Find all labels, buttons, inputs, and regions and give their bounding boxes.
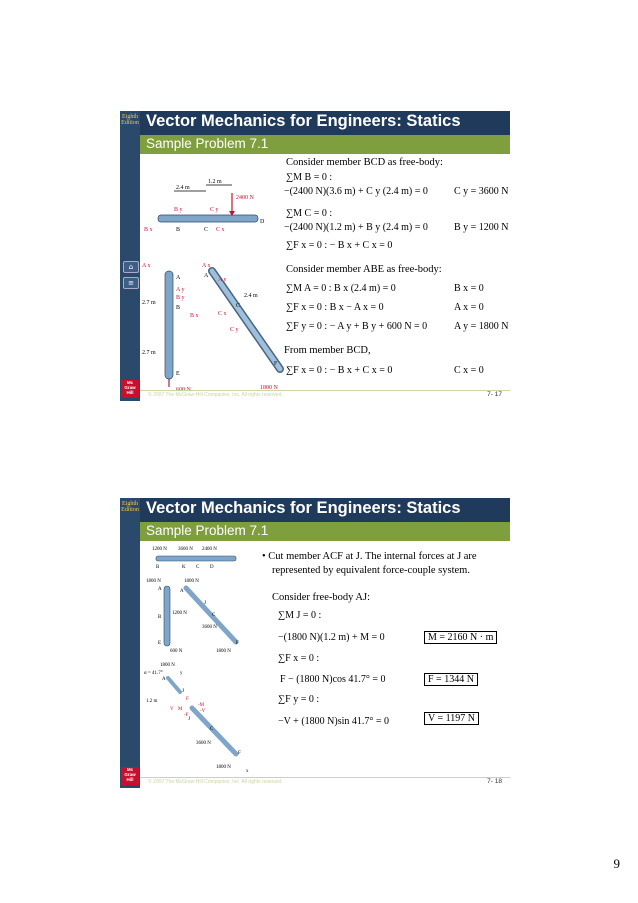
slide-subtitle: Sample Problem 7.1	[146, 523, 269, 538]
dim-12-label: 1.2 m	[208, 179, 222, 185]
slide-number: 7- 18	[487, 778, 502, 785]
eq-mj-expr: −(1800 N)(1.2 m) + M = 0	[278, 632, 385, 643]
ay-label: A y	[176, 287, 185, 293]
eq-fx: ∑F x = 0 : − B x + C x = 0	[286, 240, 393, 251]
b2-label: B	[176, 305, 181, 311]
load-2400-label: 2400 N	[236, 195, 254, 201]
eq-fx-expr: F − (1800 N)cos 41.7° = 0	[280, 674, 386, 685]
bx-label: B x	[144, 227, 153, 233]
result-bx: B x = 0	[454, 283, 484, 294]
cut-member-figure	[144, 542, 254, 778]
j3-label: J	[188, 717, 190, 722]
k-label: K	[182, 565, 186, 570]
eq-fy: ∑F y = 0 : − A y + B y + 600 N = 0	[286, 321, 428, 332]
dim-27b-label: 2.7 m	[142, 350, 156, 356]
t1800b-label: 1800 N	[184, 579, 199, 584]
member-abe-small	[164, 586, 170, 646]
d-label: D	[210, 565, 214, 570]
m-label: M	[178, 707, 183, 712]
bcd-free-body-figure	[144, 173, 274, 235]
result-m: M = 2160 N · m	[424, 631, 497, 644]
t1800a-label: 1800 N	[146, 579, 161, 584]
result-v: V = 1197 N	[424, 712, 479, 725]
member-bcd	[158, 215, 258, 222]
slide-title: Vector Mechanics for Engineers: Statics	[146, 499, 461, 517]
j-label: J	[204, 601, 206, 606]
f-label: F	[236, 641, 239, 646]
member-jf	[192, 708, 236, 754]
subtitle-bar	[140, 522, 510, 541]
bx2-label: B x	[190, 313, 199, 319]
slide-subtitle: Sample Problem 7.1	[146, 136, 269, 151]
eq-mj: ∑M J = 0 :	[278, 610, 322, 621]
text-abe: Consider member ABE as free-body:	[286, 264, 442, 275]
side-strip	[120, 498, 140, 788]
cy-label: C y	[210, 207, 219, 213]
c-label: C	[196, 565, 200, 570]
e-label: E	[158, 641, 162, 646]
by-label: B y	[174, 207, 183, 213]
eq-mc-expr: −(2400 N)(1.2 m) + B y (2.4 m) = 0	[284, 222, 428, 233]
v-label: V	[170, 707, 174, 712]
b-label: B	[176, 227, 181, 233]
result-by: B y = 1200 N	[454, 222, 509, 233]
title-bar	[140, 498, 510, 522]
a-label: A	[176, 275, 181, 281]
contents-icon: ≡	[123, 277, 139, 289]
publisher-logo: Mc Graw Hill	[121, 380, 139, 398]
member-acf-small	[186, 588, 236, 642]
a-label: A	[158, 587, 162, 592]
dim-24b-label: 2.4 m	[244, 293, 258, 299]
title-bar	[140, 111, 510, 135]
eq-fy-expr: −V + (1800 N)sin 41.7° = 0	[278, 716, 390, 727]
c2-label: C	[236, 303, 241, 309]
alpha-label: α = 41.7°	[144, 671, 163, 676]
f-force-label: F	[186, 697, 189, 702]
edition-label: Eighth Edition	[121, 114, 139, 126]
abe-acf-figure	[142, 259, 292, 394]
result-ax: A x = 0	[454, 302, 484, 313]
result-cx: C x = 0	[454, 365, 484, 376]
cy2-label: C y	[230, 327, 239, 333]
slide-7-17	[120, 111, 510, 401]
eq-mb-expr: −(2400 N)(3.6 m) + C y (2.4 m) = 0	[284, 186, 428, 197]
b2-label: B	[158, 615, 162, 620]
result-ay: A y = 1800 N	[454, 321, 509, 332]
edition-label: Eighth Edition	[121, 501, 139, 513]
eq-mc: ∑M C = 0 :	[286, 208, 333, 219]
t1200b-label: 1200 N	[172, 611, 187, 616]
cx2-label: C x	[218, 311, 227, 317]
ax-label: A x	[142, 263, 151, 269]
text-from: From member BCD,	[284, 345, 371, 356]
t1800e-label: 1800 N	[216, 765, 231, 770]
a3-label: A	[162, 677, 166, 682]
t3600-label: 3600 N	[178, 547, 193, 552]
publisher-logo: Mc Graw Hill	[121, 767, 139, 785]
slide-title: Vector Mechanics for Engineers: Statics	[146, 112, 461, 130]
f3-label: F	[238, 751, 241, 756]
load-1800-label: 1800 N	[260, 385, 278, 391]
ax2-label: A x	[202, 263, 211, 269]
t1200-label: 1200 N	[152, 547, 167, 552]
slide-footer	[140, 777, 510, 788]
text-bcd: Consider member BCD as free-body:	[286, 157, 443, 168]
dim-27a-label: 2.7 m	[142, 300, 156, 306]
bullet-cut: • Cut member ACF at J. The internal forces at J are	[262, 551, 477, 562]
text-aj: Consider free-body AJ:	[272, 592, 370, 603]
x-axis-label: x	[246, 769, 249, 774]
slide-7-18	[120, 498, 510, 788]
member-acf-highlight	[212, 271, 280, 369]
result-cy: C y = 3600 N	[454, 186, 509, 197]
slide-footer	[140, 390, 510, 401]
dim-24-label: 2.4 m	[176, 185, 190, 191]
eq-ma: ∑M A = 0 : B x (2.4 m) = 0	[286, 283, 396, 294]
minus-f-label: -F	[184, 713, 189, 718]
member-abe	[165, 271, 173, 379]
t1800d-label: 1800 N	[160, 663, 175, 668]
eq-fx3: ∑F x = 0 : − B x + C x = 0	[286, 365, 393, 376]
t3600b-label: 3600 N	[202, 625, 217, 630]
y-axis-label: y	[180, 671, 183, 676]
c3-label: C	[210, 727, 214, 732]
e-label: E	[176, 371, 180, 377]
page-number: 9	[613, 856, 620, 871]
by2-label: B y	[176, 295, 185, 301]
t2400-label: 2400 N	[202, 547, 217, 552]
slide-number: 7- 17	[487, 391, 502, 398]
c2-label: C	[212, 613, 216, 618]
t600-label: 600 N	[170, 649, 183, 654]
cx-label: C x	[216, 227, 225, 233]
minus-v-label: -V	[200, 709, 206, 714]
minus-m-label: -M	[198, 703, 205, 708]
member-aj	[168, 678, 180, 692]
t1800c-label: 1800 N	[216, 649, 231, 654]
c-label: C	[204, 227, 209, 233]
copyright: © 2007 The McGraw-Hill Companies, Inc. All rights reserved.	[148, 392, 283, 398]
home-icon: ⌂	[123, 261, 139, 273]
copyright: © 2007 The McGraw-Hill Companies, Inc. All rights reserved.	[148, 779, 283, 785]
a2-label: A	[204, 273, 209, 279]
f-label: F	[274, 361, 278, 367]
result-f: F = 1344 N	[424, 673, 478, 686]
b-label: B	[156, 565, 160, 570]
t3600c-label: 3600 N	[196, 741, 211, 746]
ay2-label: A y	[218, 277, 227, 283]
eq-mb: ∑M B = 0 :	[286, 172, 333, 183]
side-strip	[120, 111, 140, 401]
j2-label: J	[182, 689, 184, 694]
eq-fy: ∑F y = 0 :	[278, 694, 320, 705]
subtitle-bar	[140, 135, 510, 154]
d-label: D	[260, 219, 265, 225]
eq-fx: ∑F x = 0 :	[278, 653, 320, 664]
bullet-cut-cont: represented by equivalent force-couple system.	[272, 565, 470, 576]
member-bcd-small	[156, 556, 236, 561]
a2-label: A	[180, 589, 184, 594]
dim-12-label: 1.2 m	[146, 699, 158, 704]
load-600-label: 600 N	[176, 387, 191, 393]
eq-fx2: ∑F x = 0 : B x − A x = 0	[286, 302, 384, 313]
